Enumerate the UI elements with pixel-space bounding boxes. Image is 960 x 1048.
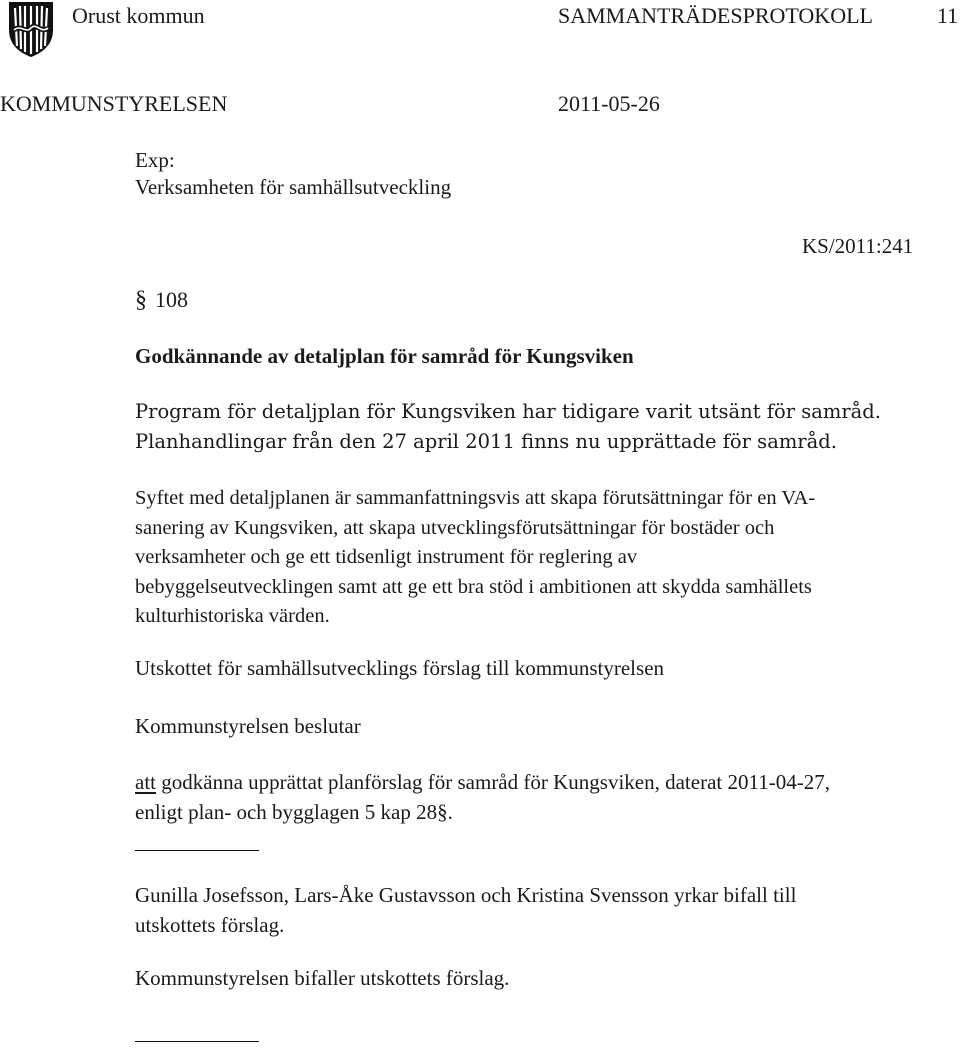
motion-line-2: utskottets förslag. xyxy=(135,912,285,937)
meeting-date: 2011-05-26 xyxy=(558,91,660,116)
background-line-1: Program för detaljplan för Kungsviken har tidigare varit utsänt för samråd. xyxy=(135,400,881,423)
background-line-2: Planhandlingar från den 27 april 2011 finns nu upprättade för samråd. xyxy=(135,429,837,453)
exp-label: Exp: xyxy=(135,148,175,172)
document-type: SAMMANTRÄDESPROTOKOLL xyxy=(558,3,873,28)
board-name: KOMMUNSTYRELSEN xyxy=(0,91,228,116)
purpose-line: bebyggelseutvecklingen samt att ge ett bra stöd i ambitionen att skydda samhällets xyxy=(135,575,812,598)
motion-line-1: Gunilla Josefsson, Lars-Åke Gustavsson och Kristina Svensson yrkar bifall till xyxy=(135,883,797,907)
outcome-statement: Kommunstyrelsen bifaller utskottets förslag. xyxy=(135,966,510,990)
municipality-name: Orust kommun xyxy=(72,3,205,28)
section-symbol: § xyxy=(135,287,147,313)
purpose-line: sanering av Kungsviken, att skapa utvecklingsförutsättningar för bostäder och xyxy=(135,516,775,539)
purpose-line: Syftet med detaljplanen är sammanfattningsvis att skapa förutsättningar för en VA- xyxy=(135,487,816,509)
decision-att: att xyxy=(135,770,156,794)
decision-line-2-end: . xyxy=(447,799,453,824)
decision-line-2: enligt plan- och bygglagen 5 kap 28 xyxy=(135,799,438,824)
separator-rule xyxy=(135,1041,259,1042)
separator-rule xyxy=(135,850,259,851)
proposal-heading: Utskottet för samhällsutvecklings förslag till kommunstyrelsen xyxy=(135,656,665,680)
purpose-paragraph xyxy=(135,484,950,632)
section-number xyxy=(135,287,188,314)
motion-paragraph xyxy=(135,881,950,940)
item-title: Godkännande av detaljplan för samråd för Kungsviken xyxy=(135,344,634,368)
section-number-value: 108 xyxy=(155,287,188,312)
decision-section-symbol: § xyxy=(437,799,448,824)
decision-line-1: godkänna upprättat planförslag för samråd för Kungsviken, daterat 2011-04-27, xyxy=(156,770,830,794)
page-number: 11 xyxy=(937,3,959,28)
exp-recipient: Verksamheten för samhällsutveckling xyxy=(135,175,452,199)
purpose-line: kulturhistoriska värden. xyxy=(135,605,330,628)
purpose-line: verksamheter och ge ett tidsenligt instrument för reglering av xyxy=(135,546,638,569)
orust-coat-of-arms-logo xyxy=(6,0,56,58)
decision-heading: Kommunstyrelsen beslutar xyxy=(135,714,361,738)
background-paragraph xyxy=(135,397,950,456)
decision-paragraph xyxy=(135,768,950,827)
case-number: KS/2011:241 xyxy=(802,234,914,258)
